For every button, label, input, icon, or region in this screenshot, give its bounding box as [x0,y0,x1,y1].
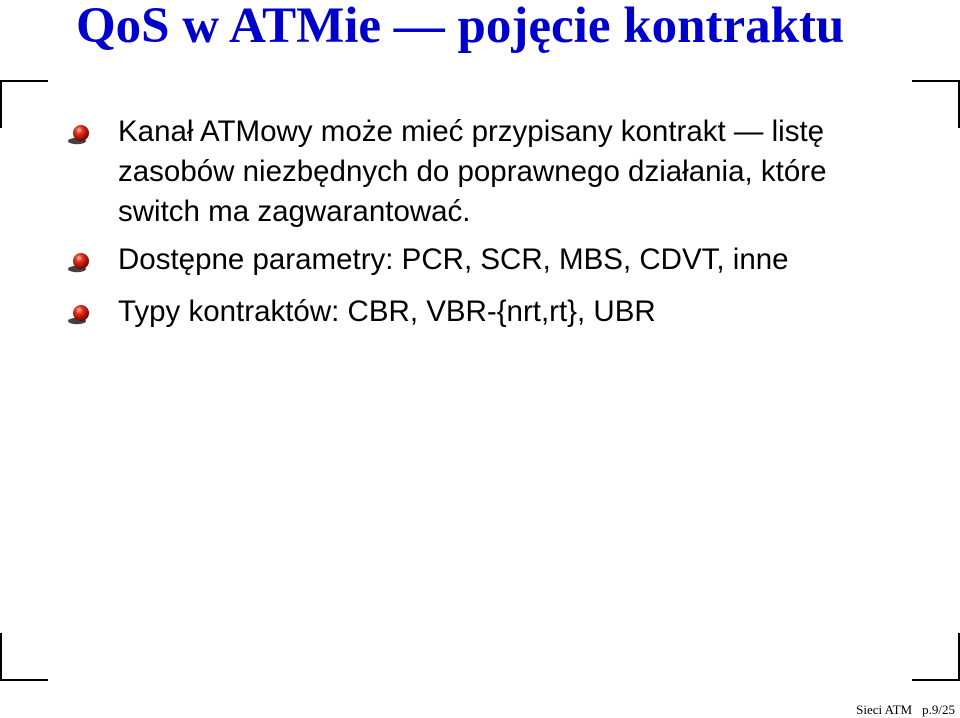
red-ball-bullet-icon [66,249,92,275]
frame-corner-bottom-right [912,633,960,681]
bullet-text: zasobów niezbędnych do poprawnego działania, które [118,155,827,188]
frame-corner-top-right [912,80,960,128]
bullet-text: Kanał ATMowy może mieć przypisany kontrakt — listę [118,115,825,148]
bullet-text: switch ma zagwarantować. [118,195,471,228]
frame-corner-top-left [0,80,48,128]
slide-footer [856,703,955,717]
bullet-item [118,240,918,280]
bullet-text: Dostępne parametry: PCR, SCR, MBS, CDVT, inne [118,243,789,276]
slide-title: QoS w ATMie — pojęcie kontraktu [76,0,845,54]
frame-corner-bottom-left [0,633,48,681]
bullet-item [118,112,918,232]
bullet-text: Typy kontraktów: CBR, VBR-{nrt,rt}, UBR [118,295,656,328]
bullet-item [118,292,918,332]
footer-label: Sieci ATM [856,702,913,717]
red-ball-bullet-icon [66,301,92,327]
page-number: p.9/25 [922,702,955,717]
red-ball-bullet-icon [66,121,92,147]
